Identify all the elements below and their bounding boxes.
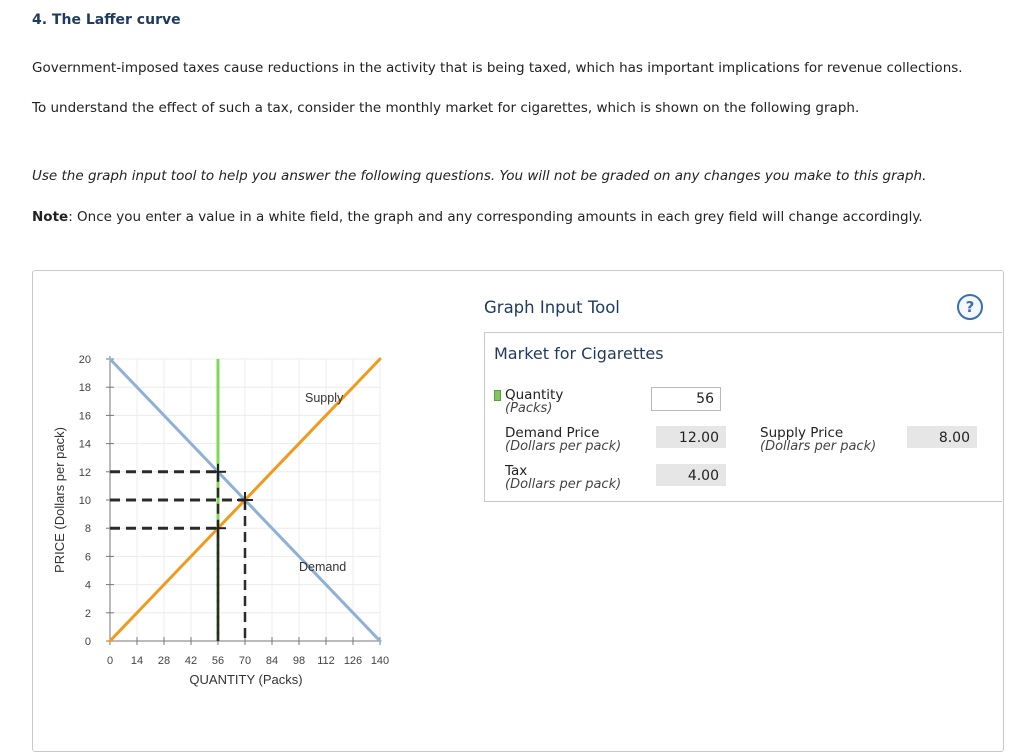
quantity-label: Quantity [505, 387, 564, 403]
question-title: 4. The Laffer curve [32, 12, 181, 28]
quantity-input[interactable]: 56 [651, 387, 721, 411]
x-axis-title: QUANTITY (Packs) [189, 672, 303, 687]
help-icon: ? [965, 298, 975, 316]
x-tick-label: 84 [265, 655, 279, 667]
demand-price-unit: (Dollars per pack) [505, 439, 622, 454]
help-button[interactable] [957, 294, 983, 320]
x-tick-label: 0 [106, 655, 114, 667]
supply-price-unit: (Dollars per pack) [760, 439, 877, 454]
market-title: Market for Cigarettes [494, 344, 664, 363]
tax-label-group [505, 464, 621, 492]
quantity-legend-swatch [494, 390, 501, 401]
supply-price-field: 8.00 [907, 426, 977, 448]
instruction-paragraph: Use the graph input tool to help you answer the following questions. You will not be graded on any changes you make to this graph. [32, 168, 927, 184]
note-label: Note [32, 209, 69, 225]
supply-curve-label: Supply [305, 391, 344, 405]
x-tick-label: 126 [343, 655, 363, 667]
y-tick-label: 18 [78, 382, 91, 395]
tax-label: Tax [505, 463, 528, 479]
laffer-chart[interactable] [40, 340, 480, 700]
note-paragraph [32, 209, 923, 225]
y-tick-label: 12 [78, 466, 91, 479]
supply-price-label: Supply Price [760, 425, 844, 441]
intro-paragraph: Government-imposed taxes cause reductions in the activity that is being taxed, which has important implications for revenue collections. [32, 60, 963, 76]
y-tick-label: 14 [78, 438, 91, 451]
x-tick-label: 28 [157, 655, 171, 667]
x-tick-label: 70 [238, 655, 252, 667]
y-tick-label: 8 [84, 523, 91, 536]
demand-curve-label: Demand [299, 560, 347, 574]
tax-field: 4.00 [656, 464, 726, 486]
y-tick-label: 20 [78, 354, 91, 366]
x-tick-label: 14 [130, 655, 144, 667]
context-paragraph: To understand the effect of such a tax, consider the monthly market for cigarettes, which is shown on the following graph. [32, 100, 860, 116]
demand-price-label: Demand Price [505, 425, 600, 441]
supply-price-label-group [760, 426, 876, 454]
quantity-label-group [505, 388, 563, 416]
note-text: : Once you enter a value in a white field, the graph and any corresponding amounts in each grey field will change accordingly. [68, 209, 923, 225]
y-tick-label: 4 [84, 579, 91, 592]
y-tick-label: 16 [78, 410, 91, 423]
x-tick-label: 98 [292, 655, 306, 667]
y-tick-label: 0 [84, 636, 91, 648]
y-tick-label: 10 [78, 495, 91, 507]
tax-unit: (Dollars per pack) [505, 477, 622, 492]
y-tick-label: 2 [84, 607, 91, 620]
graph-input-tool-title: Graph Input Tool [484, 298, 620, 317]
y-tick-label: 6 [84, 551, 91, 564]
x-tick-label: 42 [184, 655, 198, 667]
x-tick-label: 140 [370, 655, 390, 667]
quantity-unit: (Packs) [505, 401, 553, 416]
x-tick-label: 56 [211, 655, 225, 667]
demand-price-label-group [505, 426, 621, 454]
demand-price-field: 12.00 [656, 426, 726, 448]
x-tick-label: 112 [317, 655, 335, 667]
y-axis-title: PRICE (Dollars per pack) [52, 427, 67, 573]
